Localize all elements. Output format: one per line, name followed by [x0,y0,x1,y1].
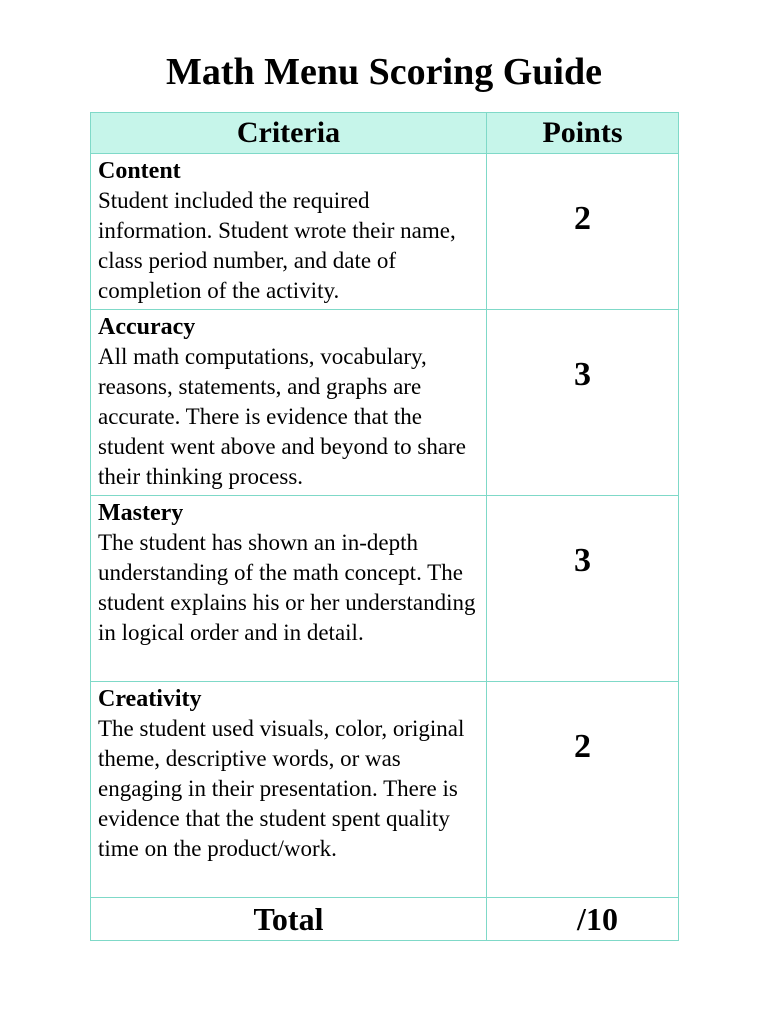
total-value-cell [487,898,679,941]
table-header-row [91,113,679,154]
criterion-cell-creativity [91,682,487,898]
points-value: 3 [574,356,591,393]
points-value: 2 [574,200,591,237]
criterion-description: All math computations, vocabulary, reasons, statements, and graphs are accurate. There is evidence that the student went above and beyond to share their thinking process. [98,344,466,489]
criterion-name: Accuracy [98,314,196,340]
points-cell-creativity [487,682,679,898]
criterion-name: Creativity [98,686,202,712]
table-row [91,496,679,682]
points-value: 2 [574,728,591,765]
criterion-description: Student included the required information. Student wrote their name, class period number, and date of completion of the activity. [98,188,456,303]
criterion-description: The student has shown an in-depth understanding of the math concept. The student explains his or her understanding in logical order and in detail. [98,530,476,645]
page-title: Math Menu Scoring Guide [166,51,602,93]
table-row [91,310,679,496]
points-cell-content [487,154,679,310]
criterion-cell-content [91,154,487,310]
criterion-name: Content [98,158,181,184]
criterion-description: The student used visuals, color, original theme, descriptive words, or was engaging in their presentation. There is evidence that the student spent quality time on the product/work. [98,716,465,861]
table-row [91,682,679,898]
criterion-cell-accuracy [91,310,487,496]
total-value: /10 [577,900,618,937]
points-cell-mastery [487,496,679,682]
scoring-table [90,112,679,941]
criteria-header: Criteria [91,113,487,154]
total-label: Total [91,898,487,941]
criterion-cell-mastery [91,496,487,682]
points-header: Points [487,113,679,154]
criterion-name: Mastery [98,500,184,526]
points-value: 3 [574,542,591,579]
points-cell-accuracy [487,310,679,496]
table-row [91,154,679,310]
total-row [91,898,679,941]
